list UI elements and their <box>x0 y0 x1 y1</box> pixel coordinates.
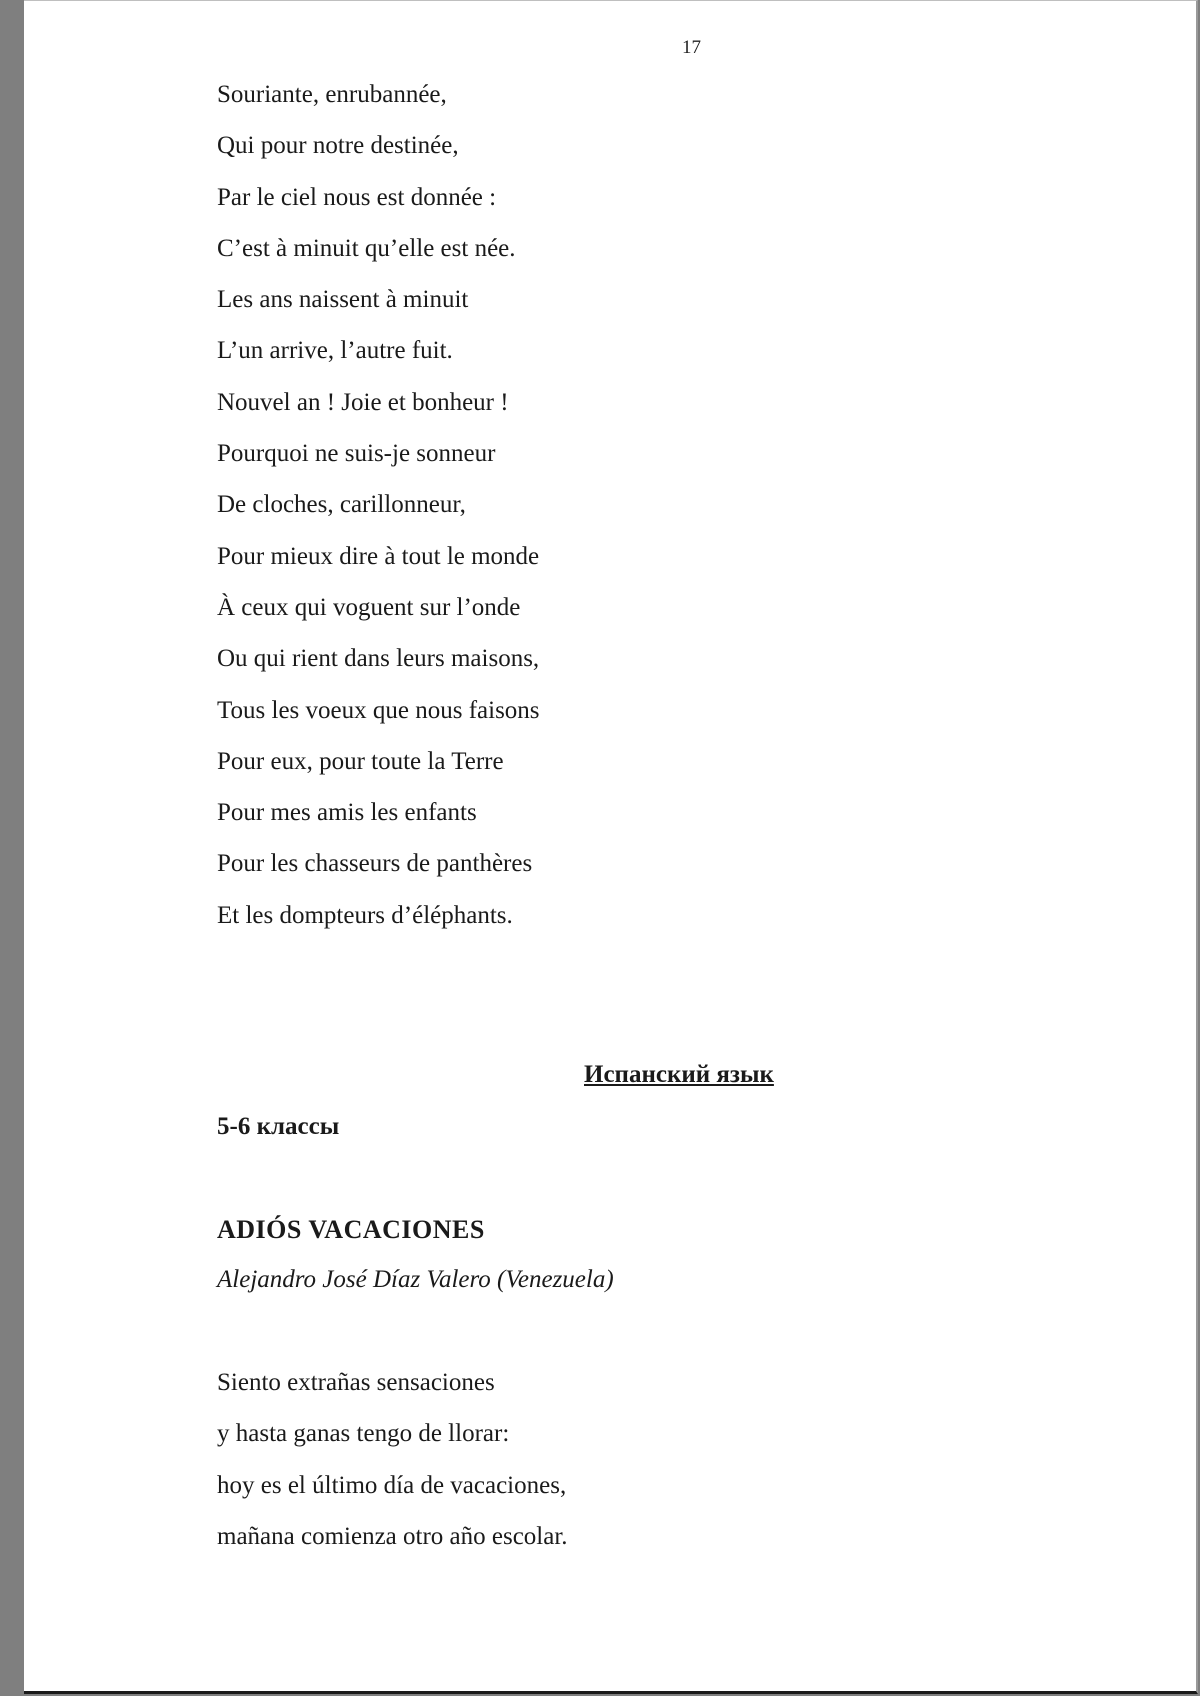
poem-line: À ceux qui voguent sur l’onde <box>217 593 521 621</box>
poem-line: Siento extrañas sensaciones <box>217 1369 495 1396</box>
poem-line: Qui pour notre destinée, <box>217 132 459 160</box>
poem-line: Ou qui rient dans leurs maisons, <box>217 645 540 673</box>
poem-line: Les ans naissent à minuit <box>217 286 469 314</box>
poem-line: Pour mes amis les enfants <box>217 799 477 827</box>
section-heading: Испанский язык <box>584 1061 774 1088</box>
poem-line: L’un arrive, l’autre fuit. <box>217 337 453 365</box>
poem-title: ADIÓS VACACIONES <box>217 1215 485 1244</box>
poem-line: Pour mieux dire à tout le monde <box>217 542 540 570</box>
poem-author: Alejandro José Díaz Valero (Venezuela) <box>217 1266 614 1293</box>
grade-label: 5-6 классы <box>217 1113 340 1140</box>
poem-line: mañana comienza otro año escolar. <box>217 1522 568 1550</box>
poem-line: Pourquoi ne suis-je sonneur <box>217 440 496 468</box>
poem-line: y hasta ganas tengo de llorar: <box>217 1420 510 1448</box>
poem-line: Par le ciel nous est donnée : <box>217 183 497 211</box>
poem-line: C’est à minuit qu’elle est née. <box>217 234 516 262</box>
poem-line: Pour les chasseurs de panthères <box>217 850 533 878</box>
spanish-poem <box>217 1369 568 1574</box>
poem-line: Pour eux, pour toute la Terre <box>217 747 504 775</box>
poem-line: Souriante, enrubannée, <box>217 81 447 108</box>
page-number: 17 <box>682 37 701 58</box>
french-poem <box>217 81 540 953</box>
poem-line: De cloches, carillonneur, <box>217 491 466 519</box>
document-page <box>24 0 1198 1694</box>
poem-line: Et les dompteurs d’éléphants. <box>217 901 513 929</box>
poem-line: Nouvel an ! Joie et bonheur ! <box>217 388 509 416</box>
poem-line: Tous les voeux que nous faisons <box>217 696 540 724</box>
poem-line: hoy es el último día de vacaciones, <box>217 1471 567 1499</box>
